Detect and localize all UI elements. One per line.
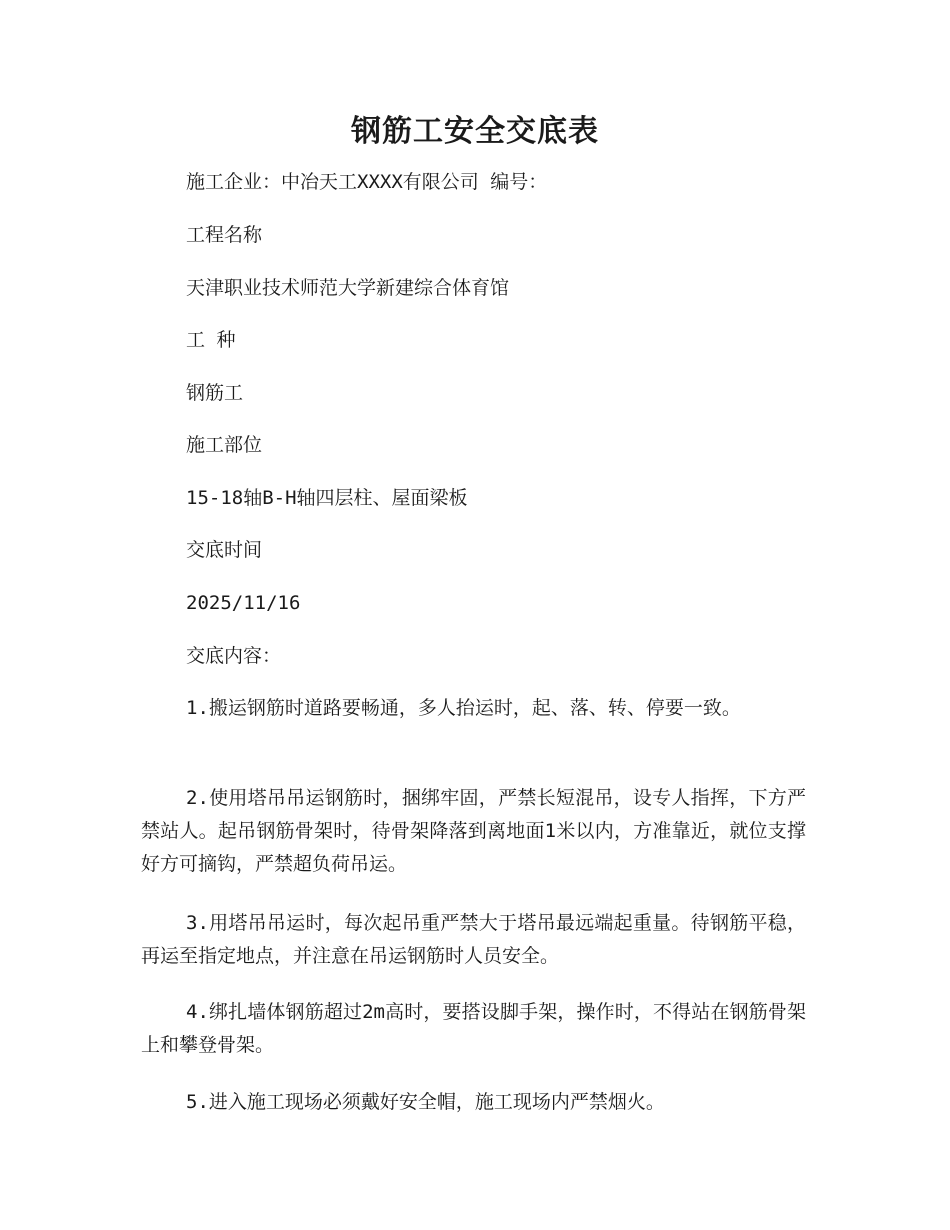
header-line: 施工企业：中冶天工XXXX有限公司 编号： — [186, 171, 548, 193]
field-label-briefing-time: 交底时间 — [186, 539, 263, 561]
content-item-1: 1.搬运钢筋时道路要畅通，多人抬运时，起、落、转、停要一致。 — [186, 697, 741, 719]
field-value-work-type: 钢筋工 — [186, 382, 244, 404]
field-label-construction-area: 施工部位 — [186, 434, 263, 456]
document-title: 钢筋工安全交底表 — [351, 114, 599, 149]
field-value-project-name: 天津职业技术师范大学新建综合体育馆 — [186, 277, 510, 299]
field-value-construction-area: 15-18轴B-H轴四层柱、屋面梁板 — [186, 487, 468, 509]
content-item-5: 5.进入施工现场必须戴好安全帽，施工现场内严禁烟火。 — [186, 1091, 665, 1113]
content-label: 交底内容： — [186, 645, 282, 667]
field-label-work-type: 工 种 — [186, 329, 236, 351]
content-item-2: 2.使用塔吊吊运钢筋时，捆绑牢固，严禁长短混吊，设专人指挥，下方严禁站人。起吊钢筋骨架时，待骨架降落到离地面1米以内，方准靠近，就位支撑好方可摘钩，严禁超负荷吊运。 — [141, 787, 806, 875]
field-value-briefing-time: 2025/11/16 — [186, 592, 301, 614]
content-item-3: 3.用塔吊吊运时，每次起吊重严禁大于塔吊最远端起重量。待钢筋平稳，再运至指定地点，并注意在吊运钢筋时人员安全。 — [141, 912, 806, 967]
content-item-4: 4.绑扎墙体钢筋超过2m高时，要搭设脚手架，操作时，不得站在钢筋骨架上和攀登骨架。 — [141, 1001, 806, 1056]
field-label-project-name: 工程名称 — [186, 224, 263, 246]
